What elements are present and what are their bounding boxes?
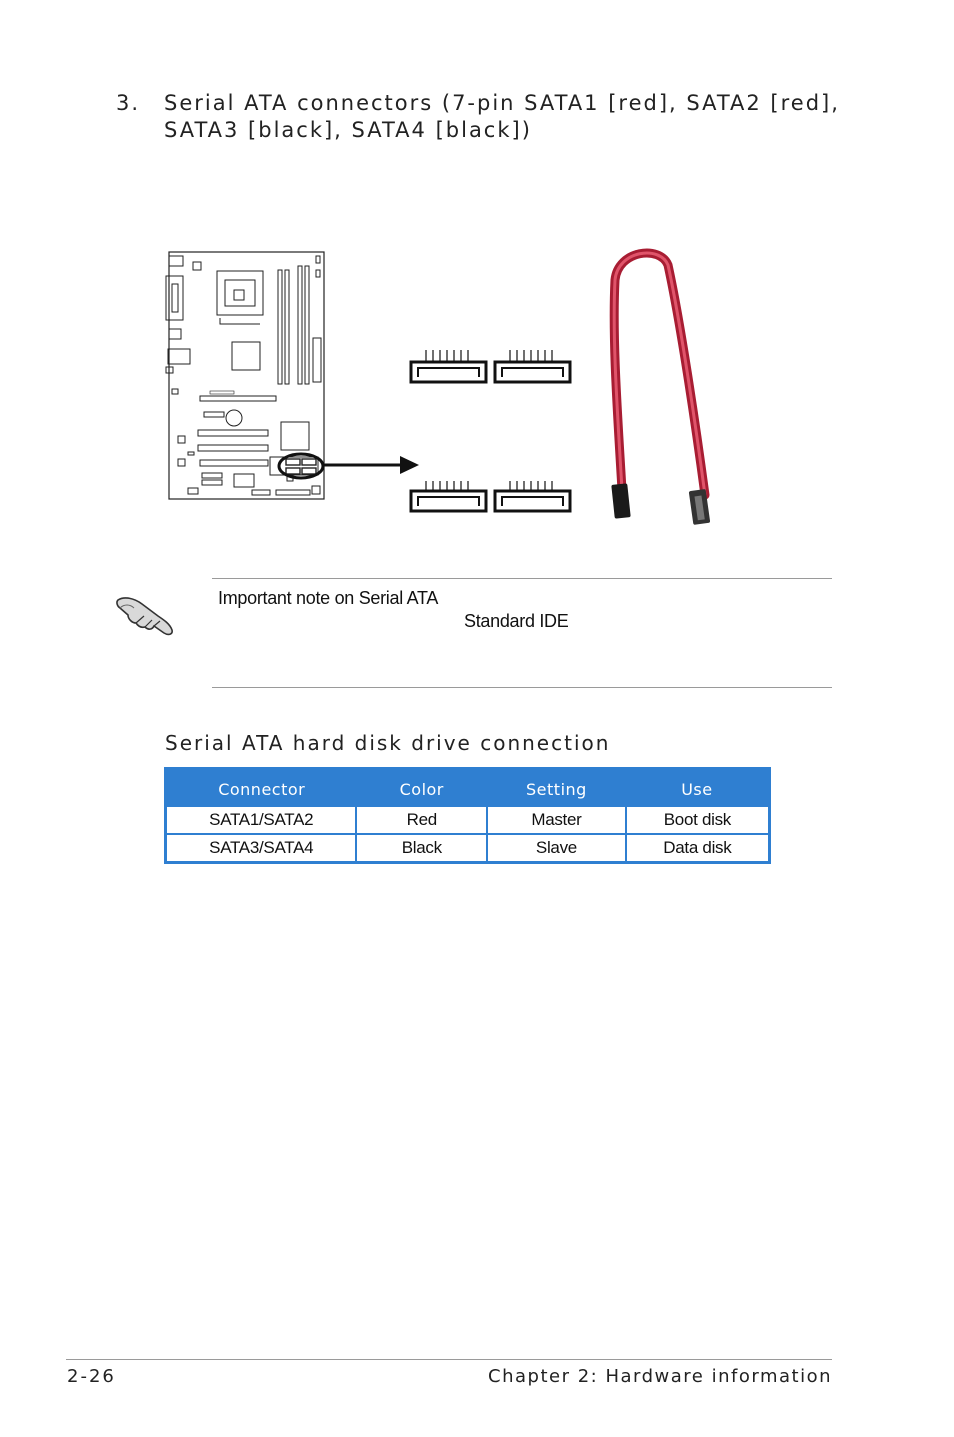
sata-connector-bottom-right (495, 481, 570, 511)
header-use: Use (626, 769, 770, 807)
table-row (166, 806, 770, 834)
sata-connector-top-right (495, 350, 570, 382)
header-color: Color (356, 769, 487, 807)
cell-setting: Master (487, 806, 626, 834)
cell-connector: SATA3/SATA4 (166, 834, 357, 863)
chapter-title: Chapter 2: Hardware information (488, 1366, 832, 1387)
sata-connector-bottom-left (411, 481, 486, 511)
motherboard-layout (166, 252, 324, 499)
note-bottom-rule (212, 687, 832, 688)
heading-line-2: SATA3 [black], SATA4 [black]) (164, 118, 532, 142)
heading-line-1: Serial ATA connectors (7-pin SATA1 [red], SATA2 [red], (164, 91, 840, 115)
sata-highlight-ellipse (279, 454, 323, 478)
cell-use: Data disk (626, 834, 770, 863)
cell-color: Black (356, 834, 487, 863)
hand-note-icon (114, 586, 178, 638)
sata-connection-table (164, 767, 771, 864)
note-top-rule (212, 578, 832, 579)
heading-number: 3. (116, 91, 141, 115)
header-setting: Setting (487, 769, 626, 807)
table-row (166, 834, 770, 863)
connection-section-title: Serial ATA hard disk drive connection (165, 731, 611, 755)
section-heading (116, 90, 876, 144)
note-standard-ide: Standard IDE (464, 611, 569, 631)
cell-setting: Slave (487, 834, 626, 863)
sata-cable-illustration (611, 253, 710, 525)
sata-connector-figure (160, 240, 760, 540)
cell-color: Red (356, 806, 487, 834)
pointer-arrow-head (400, 456, 419, 474)
cell-use: Boot disk (626, 806, 770, 834)
footer-rule (66, 1359, 832, 1360)
table-header-row (166, 769, 770, 807)
note-title: Important note on Serial ATA (218, 588, 439, 608)
cell-connector: SATA1/SATA2 (166, 806, 357, 834)
header-connector: Connector (166, 769, 357, 807)
sata-connector-top-left (411, 350, 486, 382)
page-number: 2-26 (67, 1366, 116, 1387)
